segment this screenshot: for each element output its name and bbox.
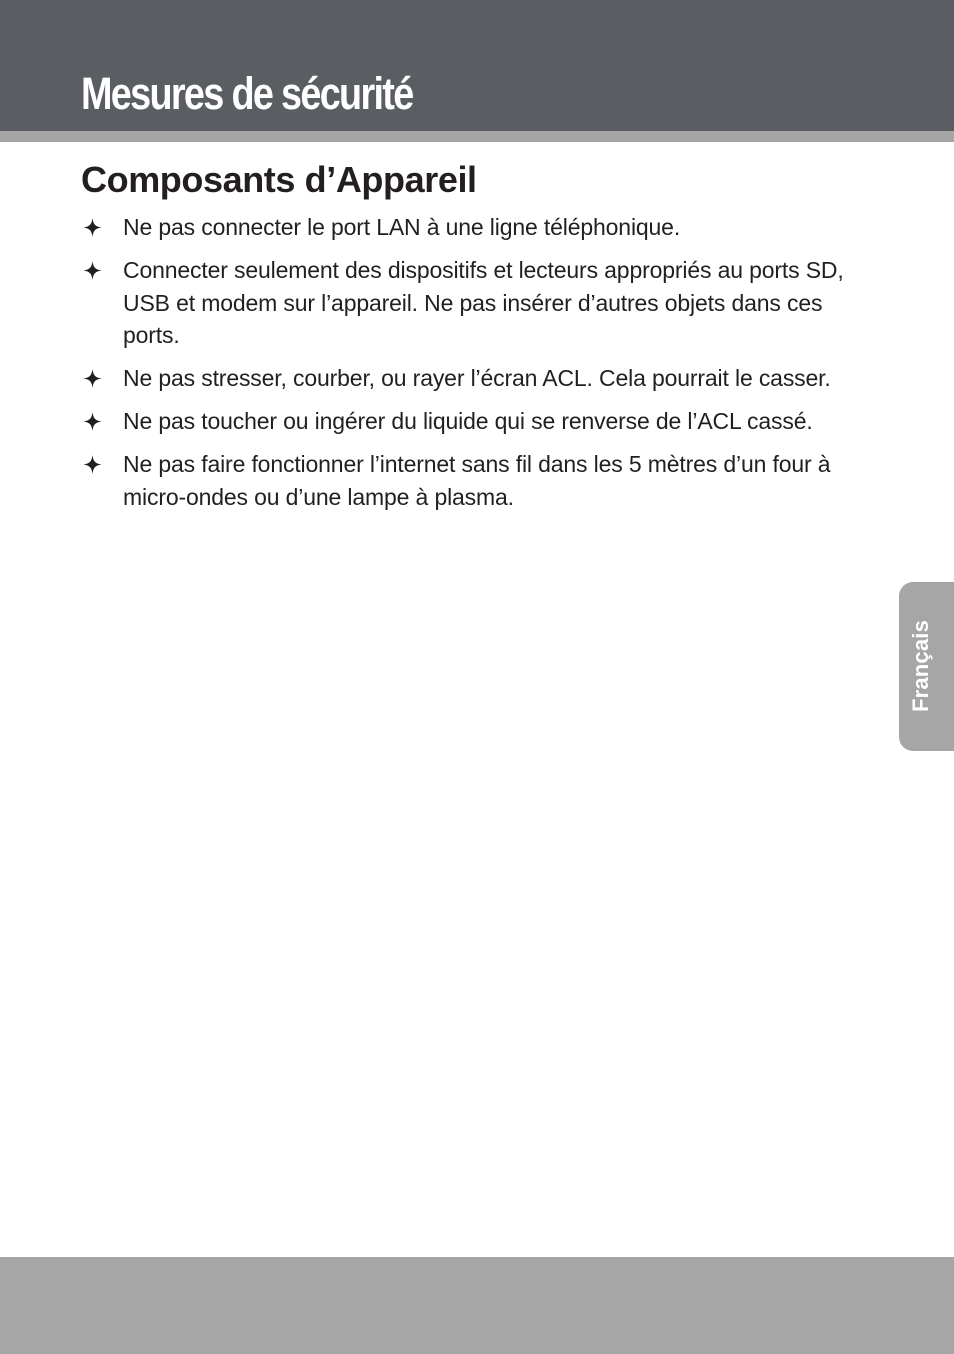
four-point-star-icon [83,261,102,280]
four-point-star-icon [83,218,102,237]
four-point-star-icon [83,412,102,431]
list-item-text: Ne pas stresser, courber, ou rayer l’écran ACL. Cela pourrait le casser. [123,365,831,391]
list-item [81,211,881,244]
four-point-star-icon [83,455,102,474]
list-item-text: Connecter seulement des dispositifs et lecteurs appropriés au ports SD, USB et modem sur l’appareil. Ne pas insérer d’autres objets dans ces ports. [123,257,844,348]
footer-bar [0,1257,954,1354]
list-item-text: Ne pas connecter le port LAN à une ligne téléphonique. [123,214,681,240]
safety-bullet-list [81,211,881,524]
list-item [81,448,881,513]
language-tab-label: Français [908,619,933,713]
list-item-text: Ne pas faire fonctionner l’internet sans fil dans les 5 mètres d’un four à micro-ondes ou d’une lampe à plasma. [123,451,831,510]
list-item [81,405,881,438]
list-item [81,254,881,352]
section-title: Composants d’Appareil [81,159,477,200]
list-item-text: Ne pas toucher ou ingérer du liquide qui se renverse de l’ACL cassé. [123,408,813,434]
list-item [81,362,881,395]
page-title: Mesures de sécurité [81,68,413,119]
header-stripe [0,131,954,142]
four-point-star-icon [83,369,102,388]
